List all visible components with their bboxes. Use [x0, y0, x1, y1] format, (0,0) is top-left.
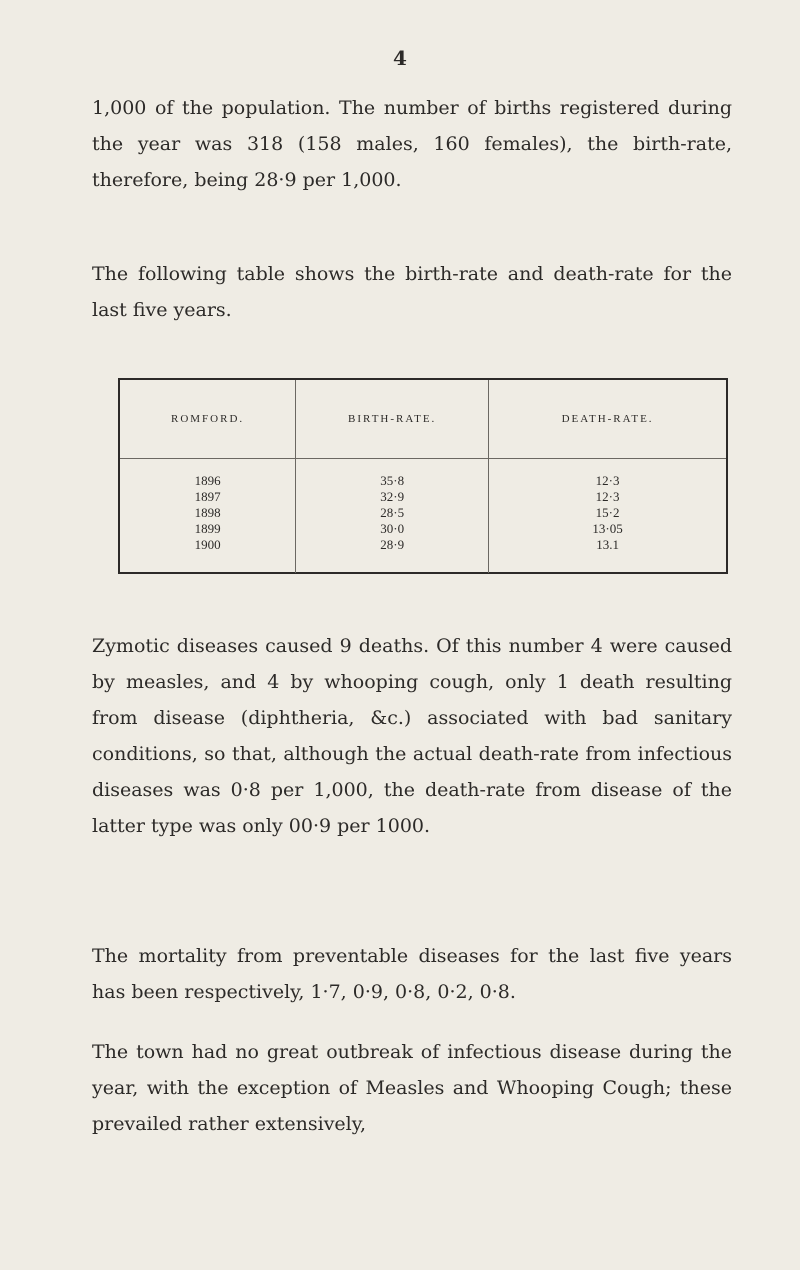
column-header-romford: ROMFORD.	[120, 380, 296, 459]
paragraph-outbreak: The town had no great outbreak of infectious disease during the year, with the exception of Measles and Whooping Cough; these prevailed rather extensively,	[92, 1041, 732, 1135]
table-row	[120, 489, 726, 505]
cell-birth-rate: 35·8	[296, 459, 489, 490]
cell-death-rate: 12·3	[595, 489, 620, 504]
column-header-death-rate: DEATH-RATE.	[489, 380, 726, 459]
paragraph-table-intro: The following table shows the birth-rate and death-rate for the last five years.	[92, 263, 732, 321]
paragraph-birth-rate: 1,000 of the population. The number of births registered during the year was 318 (158 males, 160 females), the birth-rate, therefore, being 28·9 per 1,000.	[92, 97, 732, 191]
cell-death-rate: 13·05	[592, 521, 623, 536]
table-row	[120, 537, 726, 553]
column-header-birth-rate: BIRTH-RATE.	[296, 380, 489, 459]
cell-year: 1900	[194, 537, 221, 552]
spacer-cell	[296, 553, 489, 573]
cell-year: 1899	[194, 521, 221, 536]
spacer-cell	[120, 553, 296, 573]
spacer-cell	[489, 553, 726, 573]
page-number: 4	[393, 46, 407, 70]
cell-birth-rate: 28·9	[296, 537, 489, 553]
cell-death-rate: 12·3	[595, 473, 620, 488]
cell-year: 1897	[194, 489, 221, 504]
cell-death-rate: 13.1	[596, 537, 619, 552]
cell-year: 1896	[194, 473, 221, 488]
paragraph-mortality: The mortality from preventable diseases for the last five years has been respectively, 1·7, 0·9, 0·8, 0·2, 0·8.	[92, 945, 732, 1003]
table-spacer-row	[120, 553, 726, 573]
rates-table	[118, 378, 728, 574]
paragraph-zymotic-diseases: Zymotic diseases caused 9 deaths. Of this number 4 were caused by measles, and 4 by whooping cough, only 1 death resulting from disease (diphtheria, &c.) associated with bad sanitary conditions, so that, although the actual death-rate from infectious diseases was 0·8 per 1,000, the death-rate from disease of the latter type was only 00·9 per 1000.	[92, 635, 732, 837]
cell-birth-rate: 32·9	[296, 489, 489, 505]
cell-birth-rate: 30·0	[296, 521, 489, 537]
cell-death-rate: 15·2	[595, 505, 620, 520]
cell-year: 1898	[194, 505, 221, 520]
table-row	[120, 505, 726, 521]
table-row	[120, 459, 726, 490]
table-row	[120, 521, 726, 537]
cell-birth-rate: 28·5	[296, 505, 489, 521]
